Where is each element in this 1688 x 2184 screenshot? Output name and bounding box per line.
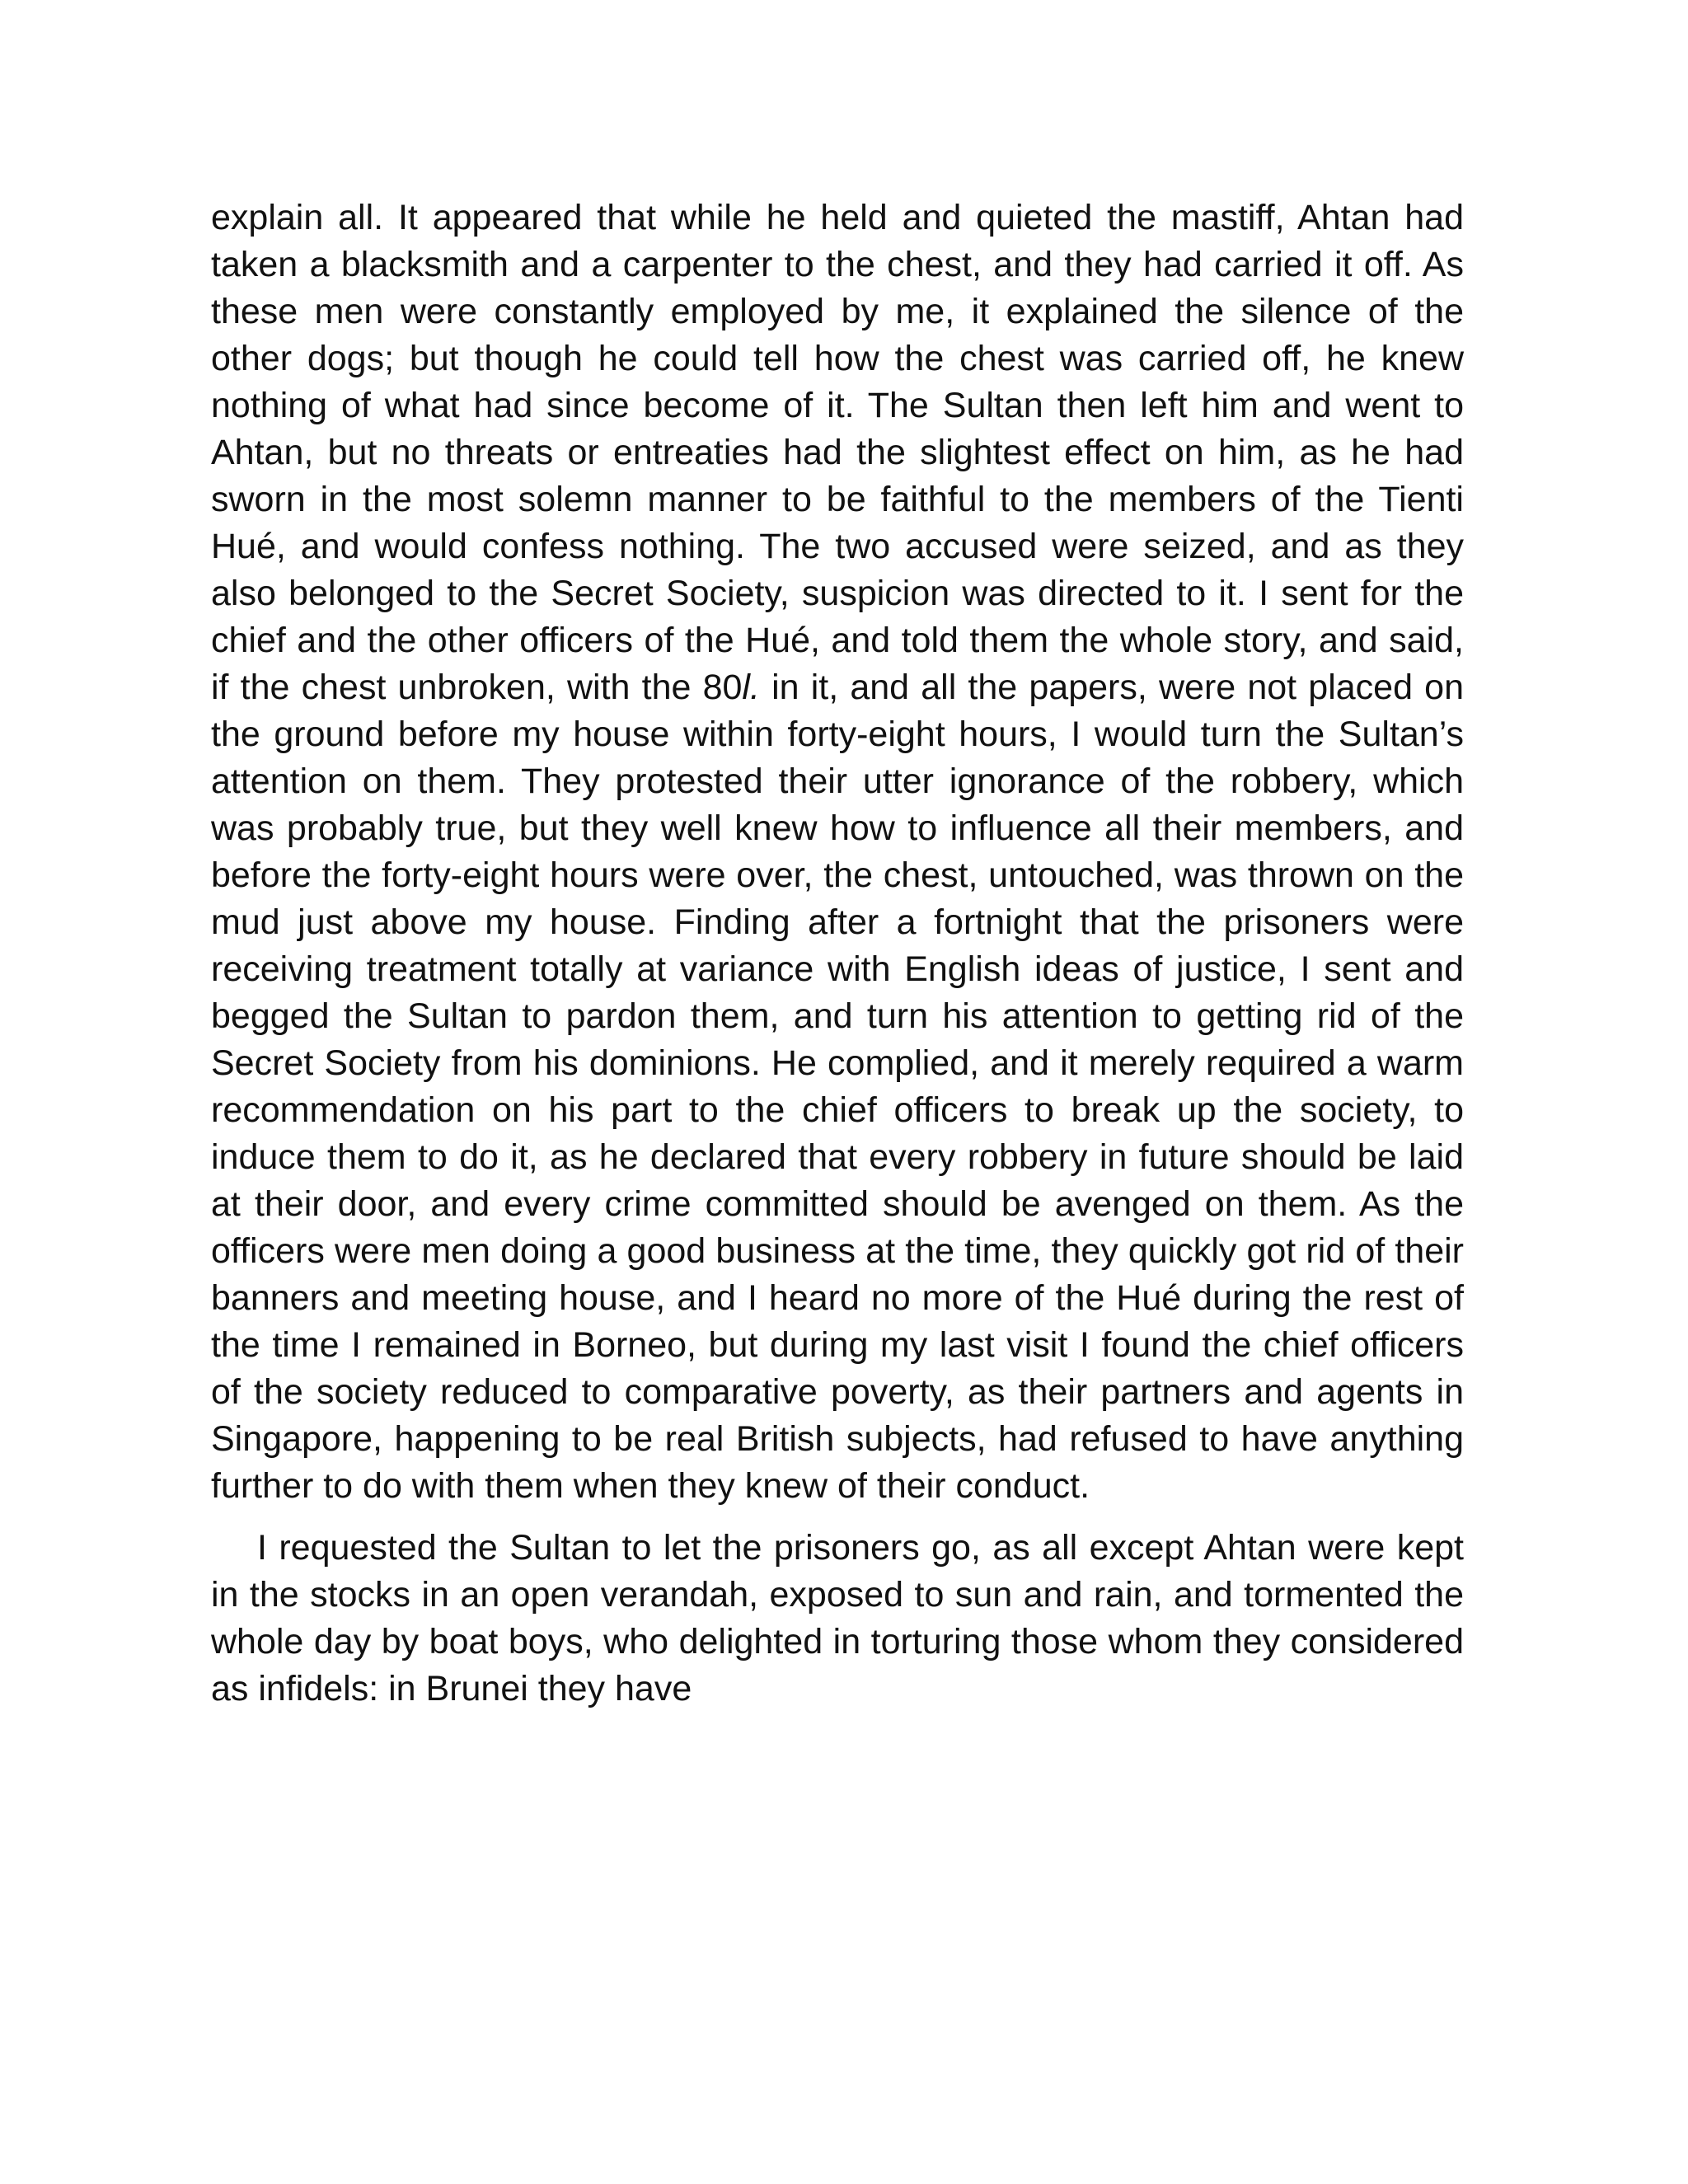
currency-pound-abbrev: l. [742, 668, 760, 707]
paragraph-1-text-a: explain all. It appeared that while he held and quieted the mastiff, Ahtan had taken a blacksmith and a carpenter to the chest, and they had carried it off. As these men were constantly employed by me, it explained the silence of the other dogs; but though he could tell how the chest was carried off, he knew nothing of what had since become of it. The Sultan then left him and went to Ahtan, but no threats or entreaties had the slightest effect on him, as he had sworn in the most solemn manner to be faithful to the members of the Tienti Hué, and would confess nothing. The two accused were seized, and as they also belonged to the Secret Society, suspicion was directed to it. I sent for the chief and the other officers of the Hué, and told them the whole story, and said, if the chest unbroken, with the 80 [211, 198, 1464, 707]
paragraph-1-text-b: in it, and all the papers, were not placed on the ground before my house within forty-eight hours, I would turn the Sultan’s attention on them. They protested their utter ignorance of the robbery, which was probably true, but they well knew how to influence all their members, and before the forty-eight hours were over, the chest, untouched, was thrown on the mud just above my house. Finding after a fortnight that the prisoners were receiving treatment totally at variance with English ideas of justice, I sent and begged the Sultan to pardon them, and turn his attention to getting rid of the Secret Society from his dominions. He complied, and it merely required a warm recommendation on his part to the chief officers to break up the society, to induce them to do it, as he declared that every robbery in future should be laid at their door, and every crime committed should be avenged on them. As the officers were men doing a good business at the time, they quickly got rid of their banners and meeting house, and I heard no more of the Hué during the rest of the time I remained in Borneo, but during my last visit I found the chief officers of the society reduced to comparative poverty, as their partners and agents in Singapore, happening to be real British subjects, had refused to have anything further to do with them when they knew of their conduct. [211, 668, 1464, 1506]
paragraph-2: I requested the Sultan to let the prisoners go, as all except Ahtan were kept in the stocks in an open verandah, exposed to sun and rain, and tormented the whole day by boat boys, who delighted in torturing those whom they considered as infidels: in Brunei they have [211, 1528, 1464, 1708]
body-text [211, 194, 1464, 1713]
paragraph-1 [211, 194, 1464, 1510]
